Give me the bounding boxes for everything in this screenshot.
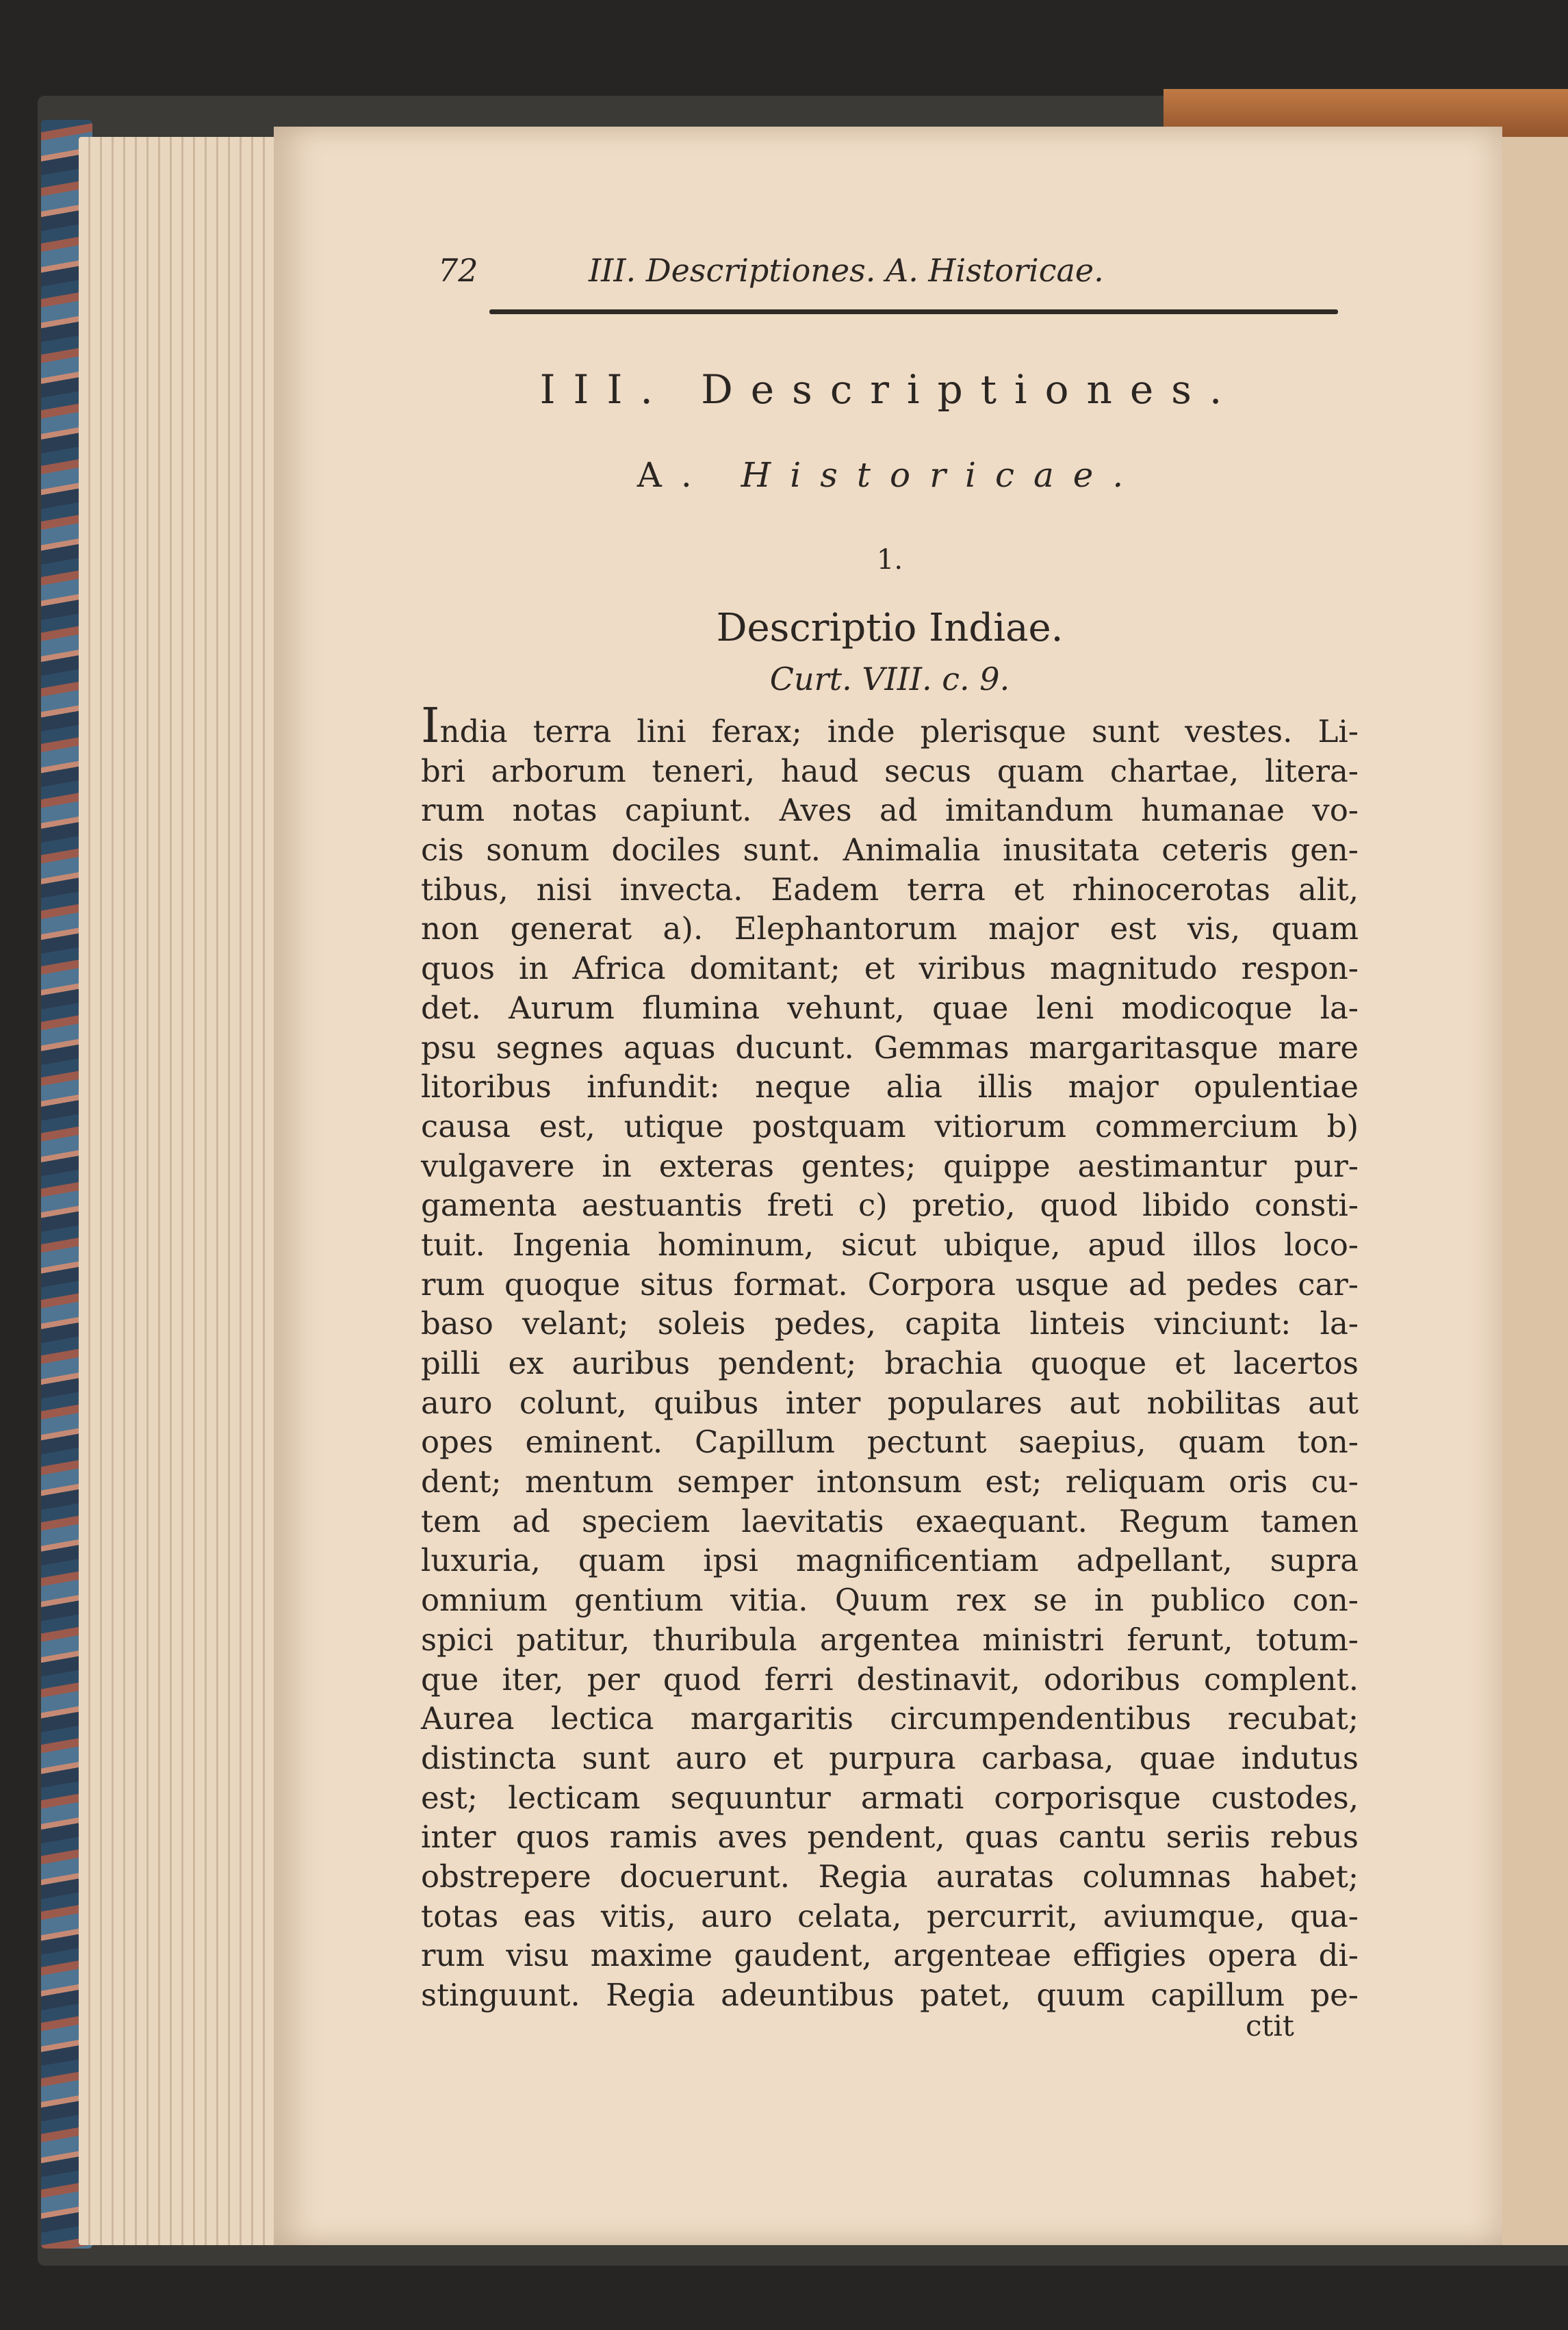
- chapter-title: Descriptio Indiae.: [716, 606, 1064, 650]
- drop-cap: I: [421, 697, 440, 754]
- text-line: [421, 1147, 1359, 1186]
- text-line: [421, 697, 1359, 754]
- line-text: Aurea lectica margaritis circumpendentibus recubat;: [421, 1700, 1359, 1737]
- text-line: [421, 1936, 1359, 1975]
- header-rule: [489, 309, 1338, 314]
- line-text: stinguunt. Regia adeuntibus patet, quum capillum pe-: [421, 1977, 1359, 2013]
- text-line: [421, 1107, 1359, 1147]
- text-line: [421, 1186, 1359, 1225]
- line-text: totas eas vitis, auro celata, percurrit, aviumque, qua-: [421, 1897, 1359, 1934]
- text-line: [421, 1897, 1359, 1936]
- line-text: vulgavere in exteras gentes; quippe aestimantur pur-: [421, 1147, 1359, 1184]
- text-line: [421, 1422, 1359, 1462]
- text-line: [421, 988, 1359, 1028]
- text-line: [421, 1817, 1359, 1857]
- text-line: [421, 1975, 1359, 2015]
- text-line: [421, 1225, 1359, 1265]
- line-text: auro colunt, quibus inter populares aut nobilitas aut: [421, 1384, 1359, 1421]
- facing-page-edge: [1502, 137, 1568, 2245]
- text-line: [421, 1028, 1359, 1068]
- text-line: [421, 1383, 1359, 1423]
- line-text: omnium gentium vitia. Quum rex se in publico con-: [421, 1582, 1359, 1619]
- text-line: [421, 1265, 1359, 1305]
- line-text: que iter, per quod ferri destinavit, odoribus complent.: [421, 1661, 1359, 1698]
- text-line: [421, 830, 1359, 870]
- line-text: luxuria, quam ipsi magnificentiam adpellant, supra: [421, 1542, 1359, 1579]
- line-text: tuit. Ingenia hominum, sicut ubique, apud illos loco-: [421, 1226, 1359, 1263]
- text-line: [421, 1739, 1359, 1778]
- text-line: [421, 752, 1359, 791]
- line-text: baso velant; soleis pedes, capita linteis vinciunt: la-: [421, 1305, 1359, 1342]
- text-line: [421, 1541, 1359, 1580]
- text-line: [421, 1502, 1359, 1541]
- page-number: 72: [438, 252, 478, 289]
- text-line: [421, 1778, 1359, 1818]
- line-text: tibus, nisi invecta. Eadem terra et rhinocerotas alit,: [421, 871, 1359, 908]
- line-text: rum visu maxime gaudent, argenteae effigies opera di-: [421, 1937, 1359, 1974]
- running-title: III. Descriptiones. A. Historicae.: [589, 252, 1104, 289]
- text-line: [421, 870, 1359, 910]
- line-text: non generat a). Elephantorum major est vis, quam: [421, 910, 1359, 947]
- line-text: ndia terra lini ferax; inde plerisque sunt vestes. Li-: [439, 713, 1359, 750]
- chapter-number: 1.: [876, 544, 903, 576]
- text-line: [421, 1067, 1359, 1107]
- line-text: inter quos ramis aves pendent, quas cantu seriis rebus: [421, 1819, 1359, 1856]
- line-text: rum notas capiunt. Aves ad imitandum humanae vo-: [421, 792, 1359, 829]
- text-line: [421, 1462, 1359, 1502]
- line-text: quos in Africa domitant; et viribus magnitudo respon-: [421, 950, 1359, 987]
- text-line: [421, 791, 1359, 830]
- line-text: pilli ex auribus pendent; brachia quoque et lacertos: [421, 1345, 1359, 1381]
- text-line: [421, 1699, 1359, 1739]
- subsection-title: [438, 455, 1341, 495]
- text-line: [421, 1304, 1359, 1344]
- page-stack: [79, 137, 284, 2245]
- text-line: [421, 1620, 1359, 1660]
- line-text: det. Aurum flumina vehunt, quae leni modicoque la-: [421, 989, 1359, 1026]
- subsection-name: Historicae.: [741, 455, 1143, 495]
- line-text: opes eminent. Capillum pectunt saepius, quam ton-: [421, 1424, 1359, 1461]
- line-text: distincta sunt auro et purpura carbasa, quae indutus: [421, 1739, 1359, 1776]
- text-line: [421, 909, 1359, 949]
- line-text: cis sonum dociles sunt. Animalia inusitata ceteris gen-: [421, 832, 1359, 869]
- line-text: dent; mentum semper intonsum est; reliquam oris cu-: [421, 1463, 1359, 1500]
- line-text: gamenta aestuantis freti c) pretio, quod libido consti-: [421, 1187, 1359, 1224]
- line-text: causa est, utique postquam vitiorum commercium b): [421, 1108, 1359, 1144]
- line-text: est; lecticam sequuntur armati corporisque custodes,: [421, 1779, 1359, 1816]
- line-text: tem ad speciem laevitatis exaequant. Regum tamen: [421, 1502, 1359, 1539]
- text-line: [421, 949, 1359, 988]
- text-line: [421, 1344, 1359, 1383]
- body-text: [421, 697, 1359, 2015]
- text-line: [421, 1580, 1359, 1620]
- line-text: psu segnes aquas ducunt. Gemmas margaritasque mare: [421, 1029, 1359, 1066]
- catchword: ctit: [1246, 2009, 1294, 2043]
- subsection-prefix: A.: [637, 455, 711, 495]
- text-line: [421, 1857, 1359, 1897]
- text-line: [421, 1660, 1359, 1700]
- line-text: obstrepere docuerunt. Regia auratas columnas habet;: [421, 1858, 1359, 1895]
- line-text: rum quoque situs format. Corpora usque ad pedes car-: [421, 1266, 1359, 1303]
- line-text: spici patitur, thuribula argentea ministri ferunt, totum-: [421, 1621, 1359, 1658]
- source-reference: Curt. VIII. c. 9.: [769, 661, 1010, 697]
- section-title: III. Descriptiones.: [539, 366, 1240, 413]
- line-text: bri arborum teneri, haud secus quam chartae, litera-: [421, 752, 1359, 789]
- line-text: litoribus infundit: neque alia illis major opulentiae: [421, 1068, 1359, 1105]
